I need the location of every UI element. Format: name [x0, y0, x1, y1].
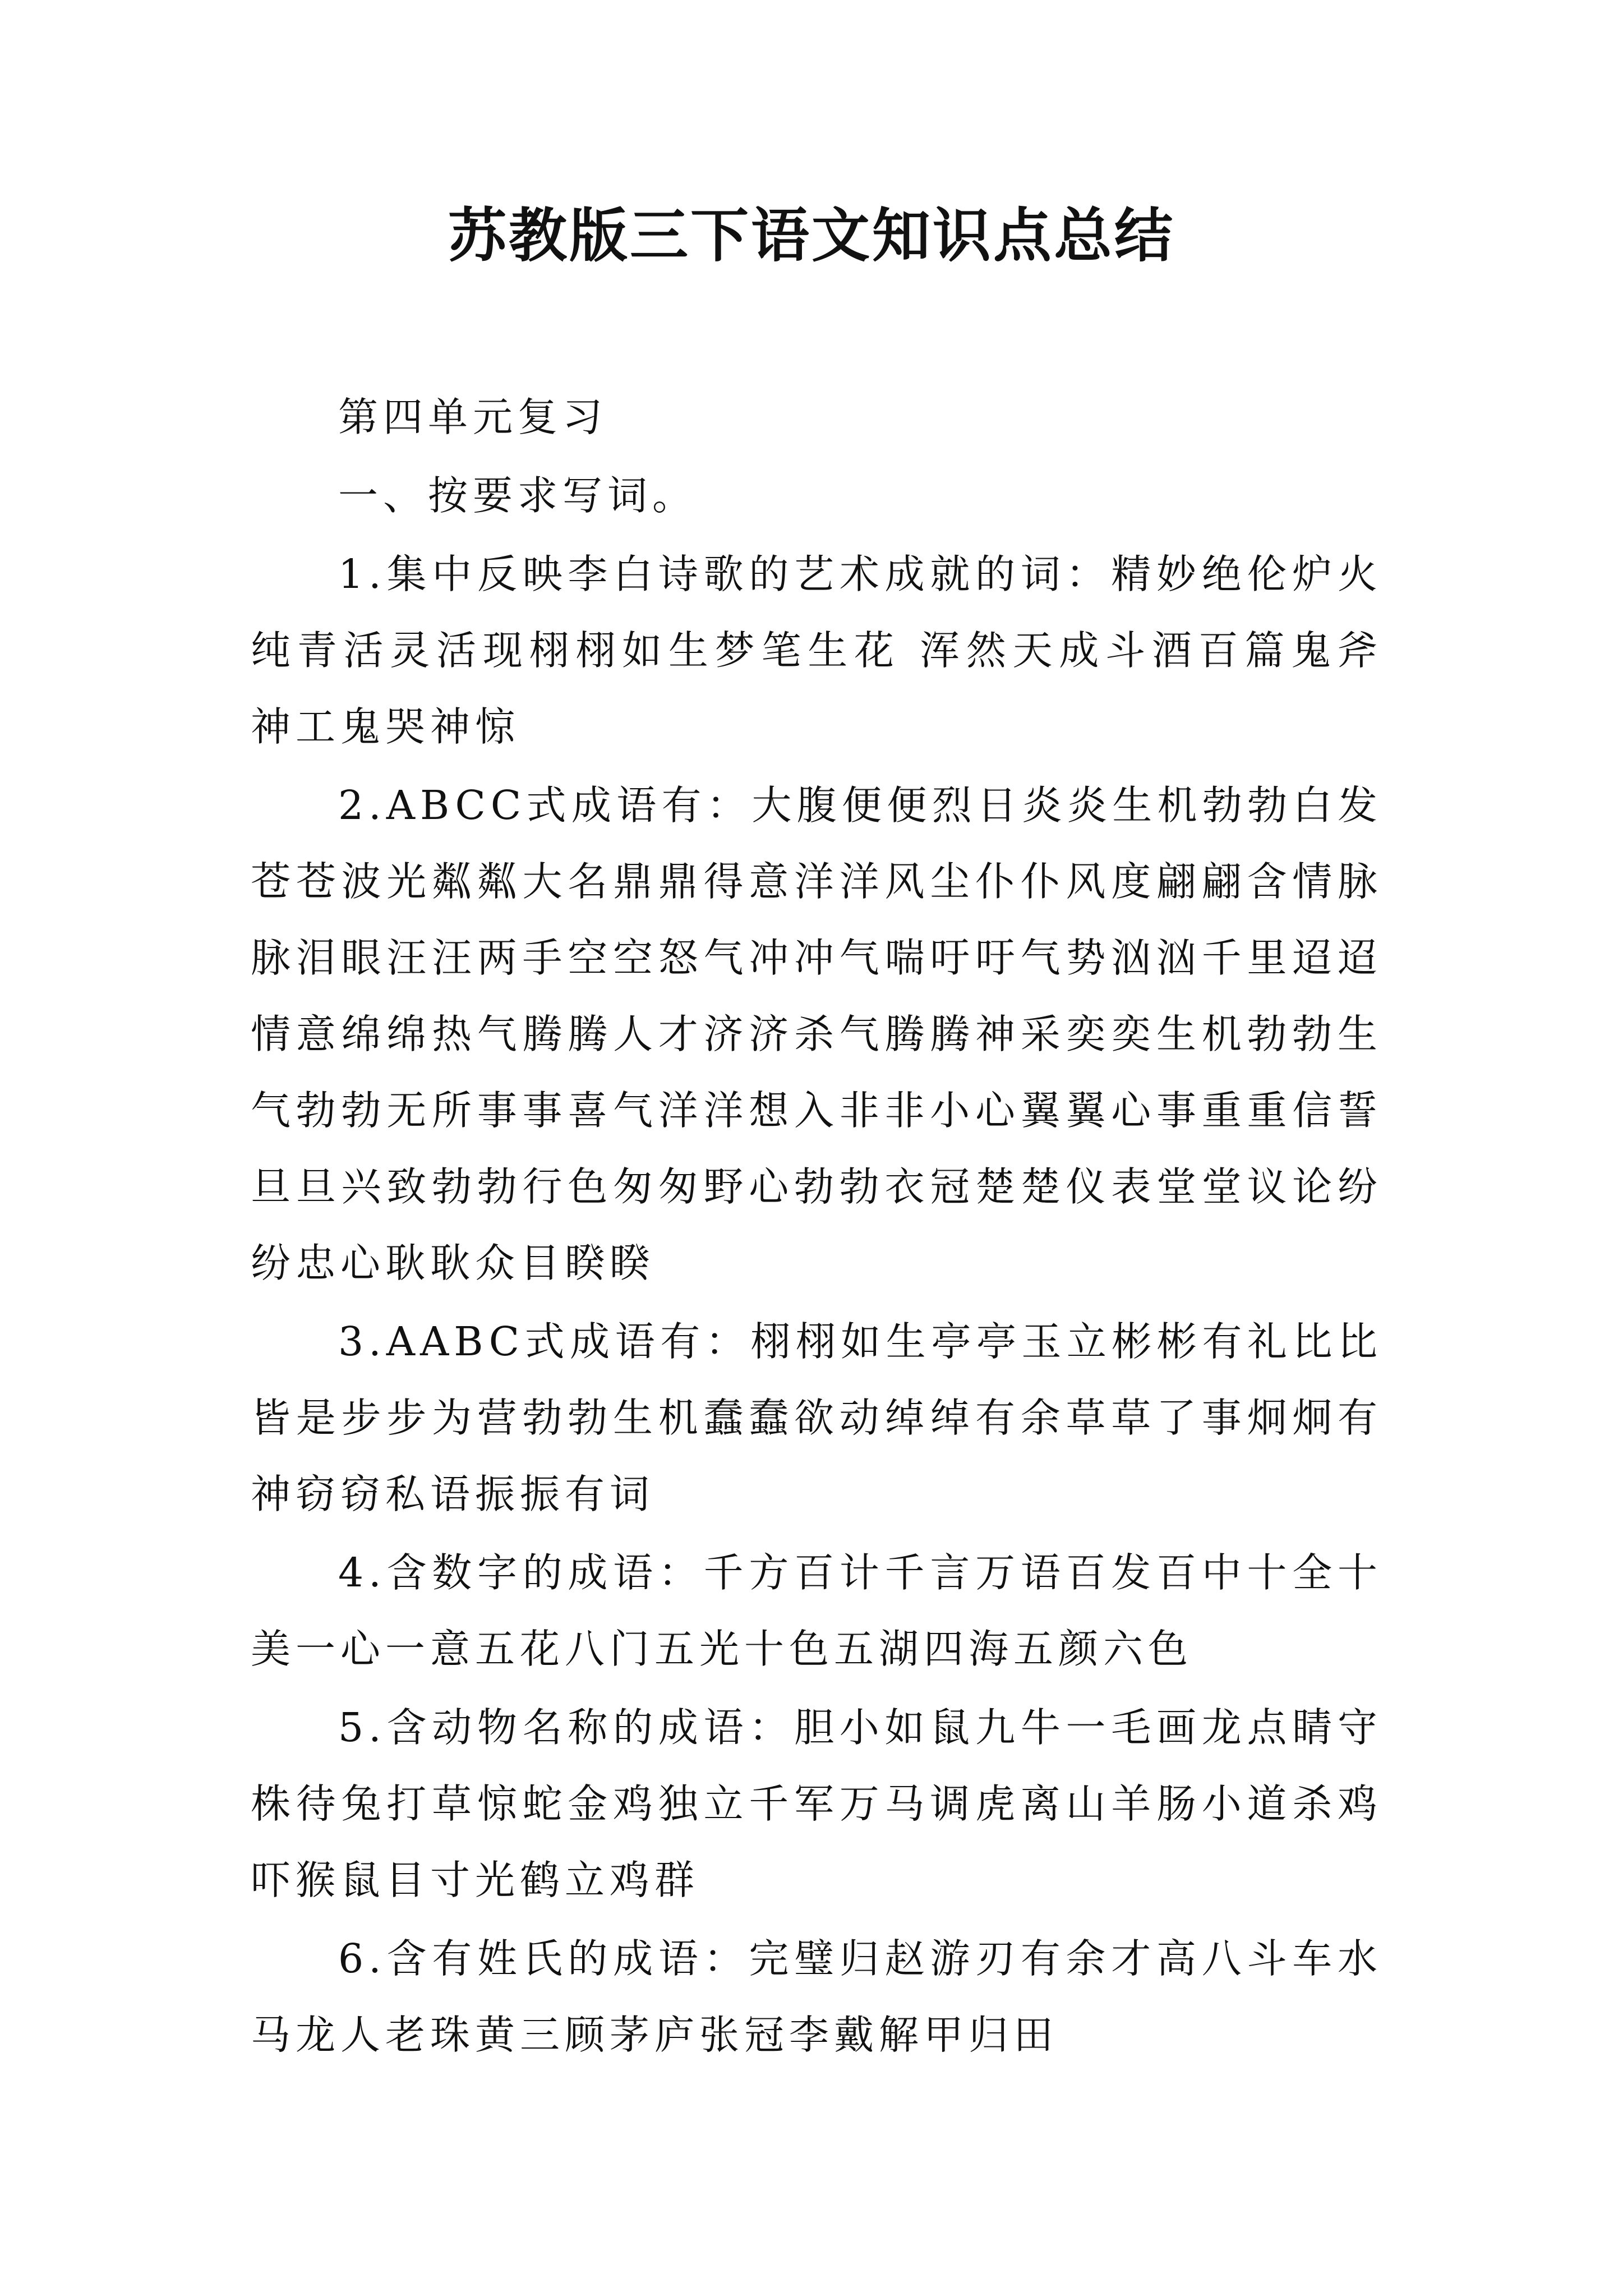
list-item-4: 4.含数字的成语：千方百计千言万语百发百中十全十美一心一意五花八门五光十色五湖四海五颜六色 [251, 1549, 1382, 1672]
list-item-6: 6.含有姓氏的成语：完璧归赵游刃有余才高八斗车水马龙人老珠黄三顾茅庐张冠李戴解甲归田 [251, 1935, 1382, 2058]
section-heading: 第四单元复习 [338, 394, 608, 440]
document-body [251, 379, 1382, 2076]
list-item-1: 1.集中反映李白诗歌的艺术成就的词：精妙绝伦炉火纯青活灵活现栩栩如生梦笔生花 浑然天成斗酒百篇鬼斧神工鬼哭神惊 [251, 551, 1382, 750]
list-item-5: 5.含动物名称的成语：胆小如鼠九牛一毛画龙点睛守株待兔打草惊蛇金鸡独立千军万马调虎离山羊肠小道杀鸡吓猴鼠目寸光鹤立鸡群 [251, 1704, 1382, 1903]
list-item-3: 3.AABC式成语有：栩栩如生亭亭玉立彬彬有礼比比皆是步步为营勃勃生机蠢蠢欲动绰绰有余草草了事炯炯有神窃窃私语振振有词 [251, 1318, 1382, 1517]
page-title: 苏教版三下语文知识点总结 [448, 201, 1175, 270]
subheading: 一、按要求写词。 [338, 472, 698, 519]
list-item-2: 2.ABCC式成语有：大腹便便烈日炎炎生机勃勃白发苍苍波光粼粼大名鼎鼎得意洋洋风尘仆仆风度翩翩含情脉脉泪眼汪汪两手空空怒气冲冲气喘吁吁气势汹汹千里迢迢情意绵绵热气腾腾人才济济杀气腾腾神采奕奕生机勃勃生气勃勃无所事事喜气洋洋想入非非小心翼翼心事重重信誓旦旦兴致勃勃行色匆匆野心勃勃衣冠楚楚仪表堂堂议论纷纷忠心耿耿众目睽睽 [251, 782, 1382, 1286]
